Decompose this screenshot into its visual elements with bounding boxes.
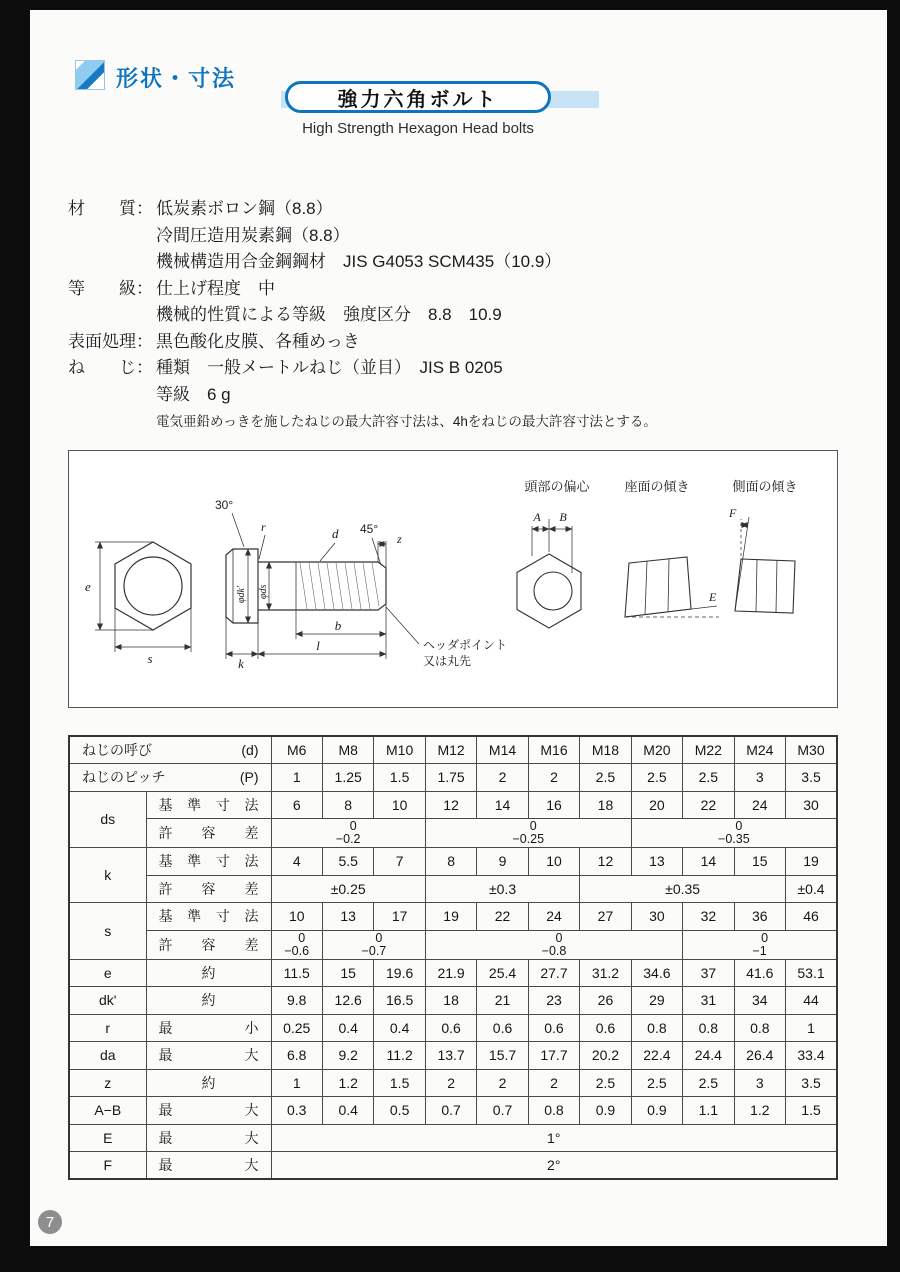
spec-text: 黒色酸化皮膜、各種めっき <box>156 331 360 351</box>
value-cell: 31.2 <box>580 959 631 987</box>
value-cell: 21.9 <box>425 959 476 987</box>
row-label-part: ねじのピッチ <box>82 769 166 786</box>
value-cell: 16 <box>528 791 579 819</box>
product-title: 強力六角ボルト <box>337 88 499 111</box>
front-view-hex-head <box>115 542 191 630</box>
spec-text: 等級 6 g <box>156 384 231 404</box>
value-cell: ±0.35 <box>580 875 786 903</box>
value-cell: 19 <box>786 848 837 876</box>
tolerance-line: 0 <box>529 819 537 833</box>
value-cell: 46 <box>786 903 837 931</box>
table-row <box>69 1124 837 1152</box>
value-cell: 1.75 <box>425 764 476 792</box>
value-cell: 0.9 <box>631 1097 682 1125</box>
value-cell: 2 <box>477 764 528 792</box>
value-cell: 31 <box>683 987 734 1015</box>
spec-text: 仕上げ程度 中 <box>156 278 275 298</box>
tolerance-line: 0 <box>375 930 383 945</box>
value-cell: 1 <box>271 764 322 792</box>
tolerance-line: −0.35 <box>718 832 750 846</box>
value-cell: 0.8 <box>528 1097 579 1125</box>
value-cell: 1.5 <box>374 764 425 792</box>
value-cell: 10 <box>271 903 322 931</box>
value-cell: 0.8 <box>683 1014 734 1042</box>
fig-title-head-eccentricity: 頭部の偏心 <box>524 479 590 494</box>
row-sub-label: 基準寸法 <box>146 848 271 876</box>
value-cell: 0.6 <box>580 1014 631 1042</box>
column-header: M20 <box>631 736 682 764</box>
row-group-label: e <box>69 959 146 987</box>
spec-label: 表面処理： <box>68 331 153 351</box>
column-header: M6 <box>271 736 322 764</box>
row-sub-label: 最小 <box>146 1014 271 1042</box>
drawing-box <box>68 450 838 708</box>
fig-title-side-tilt: 側面の傾き <box>732 479 798 494</box>
fig-title-bearing-tilt: 座面の傾き <box>624 479 690 494</box>
value-cell: 22.4 <box>631 1042 682 1070</box>
value-cell: 23 <box>528 987 579 1015</box>
value-cell: 13 <box>322 903 373 931</box>
value-cell: 20.2 <box>580 1042 631 1070</box>
column-header: M24 <box>734 736 785 764</box>
value-cell: 11.2 <box>374 1042 425 1070</box>
dim-label-dk: φdk' <box>236 585 247 603</box>
value-cell: 26 <box>580 987 631 1015</box>
value-cell: 6 <box>271 791 322 819</box>
fig-bearing-tilt <box>625 557 691 617</box>
spec-label: 等 級： <box>68 278 153 298</box>
value-cell: 27 <box>580 903 631 931</box>
spec-text: 機械的性質による等級 強度区分 8.8 10.9 <box>156 305 502 324</box>
dim-label-ds: φds <box>258 584 269 599</box>
dim-label-b: b <box>334 618 342 633</box>
table-row <box>69 1097 837 1125</box>
value-cell: 24 <box>734 791 785 819</box>
column-header: M10 <box>374 736 425 764</box>
value-cell: 3 <box>734 1069 785 1097</box>
value-cell: 8 <box>322 791 373 819</box>
value-cell: 1.5 <box>786 1097 837 1125</box>
value-cell: 0.8 <box>631 1014 682 1042</box>
dim-label-E: E <box>709 590 717 604</box>
value-cell: 7 <box>374 848 425 876</box>
column-header: M18 <box>580 736 631 764</box>
value-cell: 0.7 <box>477 1097 528 1125</box>
value-cell: 0.6 <box>528 1014 579 1042</box>
value-cell: 2.5 <box>580 1069 631 1097</box>
row-sub-label: 約 <box>146 959 271 987</box>
thread-hatching <box>300 563 379 609</box>
row-sub-label: 約 <box>146 1069 271 1097</box>
value-cell: 2 <box>528 1069 579 1097</box>
value-cell: 18 <box>425 987 476 1015</box>
value-cell: 0.7 <box>425 1097 476 1125</box>
value-cell: 2 <box>528 764 579 792</box>
row-label-part: (d) <box>241 742 259 758</box>
dim-label-30deg: 30° <box>215 498 234 512</box>
value-cell: 0.5 <box>374 1097 425 1125</box>
tolerance-cell <box>631 819 837 848</box>
row-group-label: da <box>69 1042 146 1070</box>
table-row <box>69 987 837 1015</box>
value-cell: 22 <box>477 903 528 931</box>
value-cell: 0.4 <box>374 1014 425 1042</box>
section-corner-icon <box>75 60 105 90</box>
row-label-part: (P) <box>239 769 259 786</box>
value-cell: 19.6 <box>374 959 425 987</box>
value-cell: 0.4 <box>322 1097 373 1125</box>
value-cell: 11.5 <box>271 959 322 987</box>
dimension-table-body <box>69 736 837 1179</box>
row-label <box>69 736 271 764</box>
value-cell: 4 <box>271 848 322 876</box>
column-header: M14 <box>477 736 528 764</box>
row-group-label: k <box>69 848 146 903</box>
value-cell: 3 <box>734 764 785 792</box>
value-cell: 3.5 <box>786 1069 837 1097</box>
table-row <box>69 959 837 987</box>
value-cell: 2.5 <box>683 764 734 792</box>
spec-block <box>68 196 858 434</box>
spec-text: 冷間圧造用炭素鋼（8.8） <box>156 225 350 245</box>
row-sub-label: 許容差 <box>146 819 271 848</box>
tolerance-cell <box>271 819 425 848</box>
side-view-dimensions <box>226 513 419 659</box>
row-sub-label: 約 <box>146 987 271 1015</box>
value-cell: 0.3 <box>271 1097 322 1125</box>
value-cell: 10 <box>528 848 579 876</box>
fig2-reference-lines <box>625 606 719 617</box>
value-cell: 30 <box>631 903 682 931</box>
row-sub-label: 基準寸法 <box>146 903 271 931</box>
dim-label-A: A <box>533 510 541 524</box>
table-row <box>69 903 837 931</box>
dim-label-F: F <box>729 506 737 520</box>
spec-text: 電気亜鉛めっきを施したねじの最大許容寸法は、4hをねじの最大許容寸法とする。 <box>156 414 657 429</box>
technical-drawing <box>69 451 839 709</box>
value-cell: 1° <box>271 1124 837 1152</box>
tolerance-line: 0 <box>555 930 563 945</box>
row-sub-label: 最大 <box>146 1042 271 1070</box>
tolerance-line: 0 <box>735 819 743 833</box>
value-cell: 15 <box>734 848 785 876</box>
value-cell: 22 <box>683 791 734 819</box>
row-sub-label: 基準寸法 <box>146 791 271 819</box>
tolerance-line: −0.8 <box>541 943 567 958</box>
value-cell: 36 <box>734 903 785 931</box>
value-cell: 9.2 <box>322 1042 373 1070</box>
value-cell: 5.5 <box>322 848 373 876</box>
tolerance-line: 0 <box>761 930 769 945</box>
value-cell: ±0.25 <box>271 875 425 903</box>
value-cell: 14 <box>683 848 734 876</box>
spec-line <box>68 355 858 382</box>
table-row <box>69 736 837 764</box>
value-cell: 15 <box>322 959 373 987</box>
value-cell: 20 <box>631 791 682 819</box>
page-number-badge <box>38 1210 62 1234</box>
dim-label-l: l <box>316 638 320 653</box>
value-cell: 1.1 <box>683 1097 734 1125</box>
value-cell: 0.4 <box>322 1014 373 1042</box>
row-group-label: E <box>69 1124 146 1152</box>
row-sub-label: 許容差 <box>146 875 271 903</box>
row-group-label: z <box>69 1069 146 1097</box>
spec-label <box>68 223 156 250</box>
page-number: 7 <box>45 1213 55 1231</box>
value-cell: 33.4 <box>786 1042 837 1070</box>
row-label-part: ねじの呼び <box>82 742 152 758</box>
value-cell: 34.6 <box>631 959 682 987</box>
fig3-reference-lines <box>735 517 749 611</box>
table-row <box>69 1152 837 1180</box>
column-header: M22 <box>683 736 734 764</box>
tolerance-line: −0.2 <box>335 832 361 846</box>
spec-line <box>68 329 858 356</box>
tolerance-line: −0.25 <box>512 832 545 846</box>
value-cell: 14 <box>477 791 528 819</box>
row-group-label: ds <box>69 791 146 848</box>
value-cell: 10 <box>374 791 425 819</box>
value-cell: 2° <box>271 1152 837 1180</box>
value-cell: 19 <box>425 903 476 931</box>
column-header: M8 <box>322 736 373 764</box>
value-cell: 1.5 <box>374 1069 425 1097</box>
value-cell: 53.1 <box>786 959 837 987</box>
value-cell: 3.5 <box>786 764 837 792</box>
spec-label <box>68 249 156 276</box>
value-cell: 1 <box>786 1014 837 1042</box>
row-group-label: F <box>69 1152 146 1180</box>
tolerance-cell <box>683 930 837 959</box>
spec-label: 材 質： <box>68 199 153 218</box>
tolerance-line: 0 <box>349 819 357 833</box>
spec-text: 低炭素ボロン鋼（8.8） <box>156 199 333 218</box>
note-header-point-line2: 又は丸先 <box>423 654 472 668</box>
value-cell: 2.5 <box>580 764 631 792</box>
table-row <box>69 930 837 959</box>
spec-line <box>68 249 858 276</box>
tolerance-cell <box>322 930 425 959</box>
spec-line <box>68 302 858 329</box>
value-cell: 34 <box>734 987 785 1015</box>
value-cell: 15.7 <box>477 1042 528 1070</box>
value-cell: ±0.3 <box>425 875 579 903</box>
value-cell: 1.25 <box>322 764 373 792</box>
value-cell: 17.7 <box>528 1042 579 1070</box>
value-cell: 13 <box>631 848 682 876</box>
dim-label-z: z <box>397 532 402 546</box>
value-cell: 8 <box>425 848 476 876</box>
value-cell: 9 <box>477 848 528 876</box>
table-row <box>69 1014 837 1042</box>
value-cell: 1.2 <box>322 1069 373 1097</box>
tolerance-cell <box>425 930 682 959</box>
value-cell: 41.6 <box>734 959 785 987</box>
row-sub-label: 許容差 <box>146 930 271 959</box>
spec-label <box>68 382 156 409</box>
value-cell: 6.8 <box>271 1042 322 1070</box>
column-header: M12 <box>425 736 476 764</box>
value-cell: 37 <box>683 959 734 987</box>
value-cell: 0.25 <box>271 1014 322 1042</box>
value-cell: 0.6 <box>477 1014 528 1042</box>
row-label <box>69 764 271 792</box>
fig-head-eccentricity <box>517 554 581 628</box>
tolerance-line: −1 <box>752 943 767 958</box>
value-cell: 2.5 <box>631 764 682 792</box>
tolerance-line: 0 <box>298 930 306 945</box>
table-row <box>69 764 837 792</box>
section-label: 形状・寸法 <box>116 66 237 91</box>
value-cell: 0.8 <box>734 1014 785 1042</box>
fig-side-tilt <box>735 559 795 613</box>
value-cell: 1 <box>271 1069 322 1097</box>
value-cell: ±0.4 <box>786 875 837 903</box>
value-cell: 1.2 <box>734 1097 785 1125</box>
tolerance-cell <box>425 819 631 848</box>
row-group-label: s <box>69 903 146 960</box>
spec-text: 種類 一般メートルねじ（並目） JIS B 0205 <box>156 358 503 377</box>
value-cell: 2.5 <box>631 1069 682 1097</box>
column-header: M16 <box>528 736 579 764</box>
fig1-dimensions <box>532 519 572 573</box>
dim-label-s: s <box>147 651 153 666</box>
table-row <box>69 848 837 876</box>
column-header: M30 <box>786 736 837 764</box>
dim-label-k: k <box>238 656 244 671</box>
row-sub-label: 最大 <box>146 1152 271 1180</box>
spec-text: 機械構造用合金鋼鋼材 JIS G4053 SCM435（10.9） <box>156 252 562 271</box>
product-subtitle: High Strength Hexagon Head bolts <box>302 120 534 137</box>
value-cell: 2.5 <box>683 1069 734 1097</box>
tolerance-cell <box>271 930 322 959</box>
catalog-page <box>30 10 887 1246</box>
value-cell: 17 <box>374 903 425 931</box>
side-view-bolt <box>226 549 386 623</box>
value-cell: 29 <box>631 987 682 1015</box>
value-cell: 24 <box>528 903 579 931</box>
value-cell: 27.7 <box>528 959 579 987</box>
value-cell: 13.7 <box>425 1042 476 1070</box>
value-cell: 21 <box>477 987 528 1015</box>
spec-label <box>68 410 156 434</box>
table-row <box>69 1042 837 1070</box>
dim-label-d: d <box>332 526 339 541</box>
value-cell: 26.4 <box>734 1042 785 1070</box>
spec-line <box>68 276 858 303</box>
value-cell: 2 <box>477 1069 528 1097</box>
dim-label-e: e <box>85 579 91 594</box>
value-cell: 24.4 <box>683 1042 734 1070</box>
spec-line <box>68 410 858 434</box>
row-sub-label: 最大 <box>146 1097 271 1125</box>
note-header-point-line1: ヘッダポイント <box>423 638 508 652</box>
spec-label: ね じ： <box>68 358 153 377</box>
value-cell: 18 <box>580 791 631 819</box>
value-cell: 0.9 <box>580 1097 631 1125</box>
dim-label-45deg: 45° <box>360 522 379 536</box>
row-group-label: A−B <box>69 1097 146 1125</box>
row-sub-label: 最大 <box>146 1124 271 1152</box>
value-cell: 0.6 <box>425 1014 476 1042</box>
row-group-label: dk' <box>69 987 146 1015</box>
value-cell: 12 <box>425 791 476 819</box>
spec-line <box>68 382 858 409</box>
value-cell: 25.4 <box>477 959 528 987</box>
value-cell: 2 <box>425 1069 476 1097</box>
spec-label <box>68 302 156 329</box>
spec-line <box>68 223 858 250</box>
table-row <box>69 791 837 819</box>
table-row <box>69 1069 837 1097</box>
tolerance-line: −0.6 <box>284 943 310 958</box>
value-cell: 44 <box>786 987 837 1015</box>
row-group-label: r <box>69 1014 146 1042</box>
dim-label-r: r <box>261 520 266 534</box>
spec-line <box>68 196 858 223</box>
table-row <box>69 819 837 848</box>
value-cell: 32 <box>683 903 734 931</box>
value-cell: 30 <box>786 791 837 819</box>
table-row <box>69 875 837 903</box>
dimension-table <box>68 735 838 1180</box>
value-cell: 12.6 <box>322 987 373 1015</box>
value-cell: 16.5 <box>374 987 425 1015</box>
tolerance-line: −0.7 <box>361 943 387 958</box>
value-cell: 12 <box>580 848 631 876</box>
product-title-pill <box>285 81 551 113</box>
value-cell: 9.8 <box>271 987 322 1015</box>
dim-label-B: B <box>559 510 567 524</box>
